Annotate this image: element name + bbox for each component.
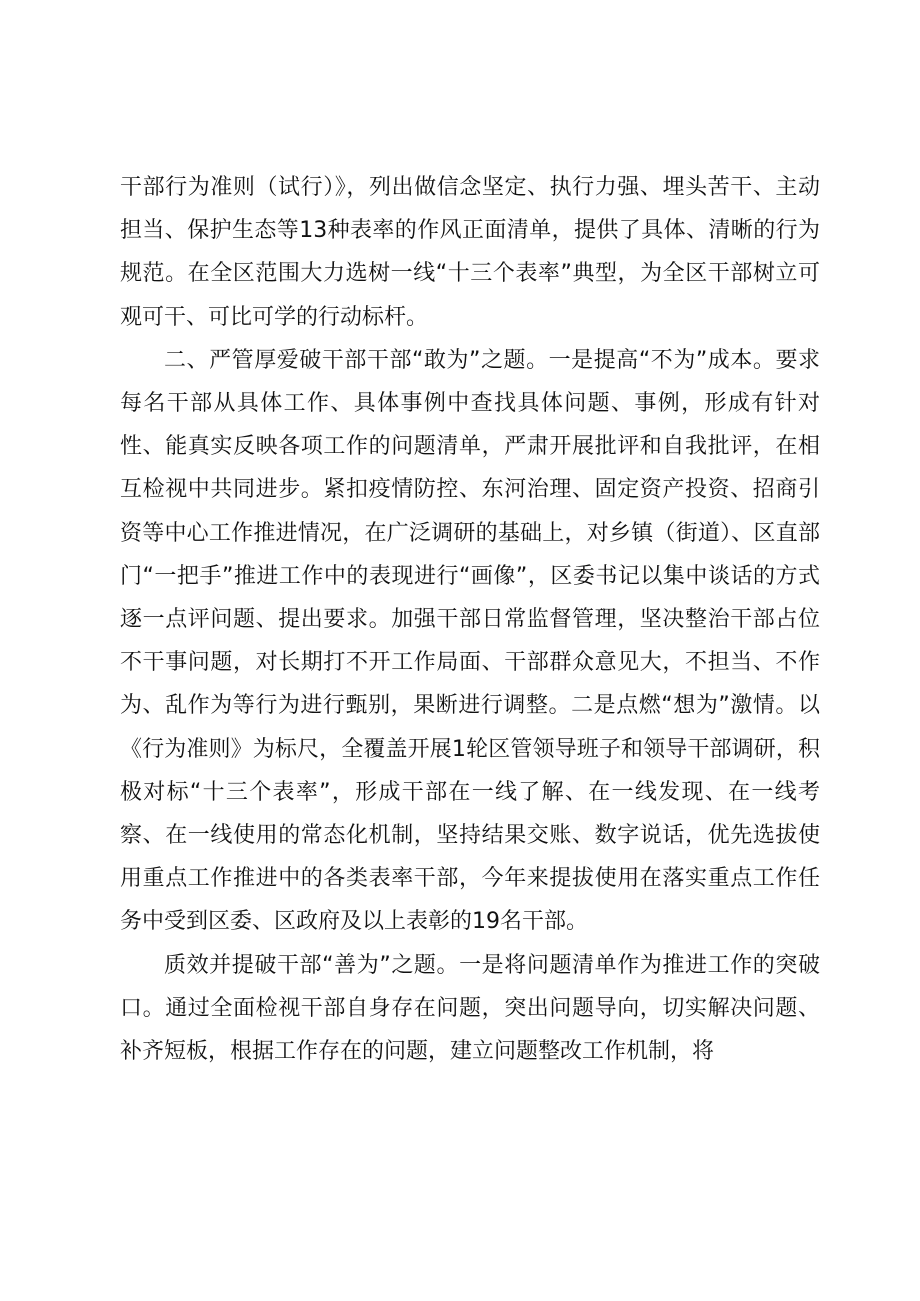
- paragraph-2: 二、严管厚爱破干部干部“敢为”之题。一是提高“不为”成本。要求每名干部从具体工作、具体事例中查找具体问题、事例，形成有针对性、能真实反映各项工作的问题清单，严肃开展批评和自我批评，在相互检视中共同进步。紧扣疫情防控、东河治理、固定资产投资、招商引资等中心工作推进情况，在广泛调研的基础上，对乡镇（街道）、区直部门“一把手”推进工作中的表现进行“画像”，区委书记以集中谈话的方式逐一点评问题、提出要求。加强干部日常监督管理，坚决整治干部占位不干事问题，对长期打不开工作局面、干部群众意见大，不担当、不作为、乱作为等行为进行甄别，果断进行调整。二是点燃“想为”激情。以《行为准则》为标尺，全覆盖开展1轮区管领导班子和领导干部调研，积极对标“十三个表率”，形成干部在一线了解、在一线发现、在一线考察、在一线使用的常态化机制，坚持结果交账、数字说话，优先选拔使用重点工作推进中的各类表率干部，今年来提拔使用在落实重点工作任务中受到区委、区政府及以上表彰的19名干部。: [120, 347, 820, 935]
- paragraph-1: 干部行为准则（试行）》，列出做信念坚定、执行力强、埋头苦干、主动担当、保护生态等13种表率的作风正面清单，提供了具体、清晰的行为规范。在全区范围大力选树一线“十三个表率”典型，为全区干部树立可观可干、可比可学的行动标杆。: [120, 175, 820, 330]
- document-body: [120, 166, 820, 1073]
- paragraph-3: 质效并提破干部“善为”之题。一是将问题清单作为推进工作的突破口。通过全面检视干部自身存在问题，突出问题导向，切实解决问题、补齐短板，根据工作存在的问题，建立问题整改工作机制，将: [120, 952, 820, 1065]
